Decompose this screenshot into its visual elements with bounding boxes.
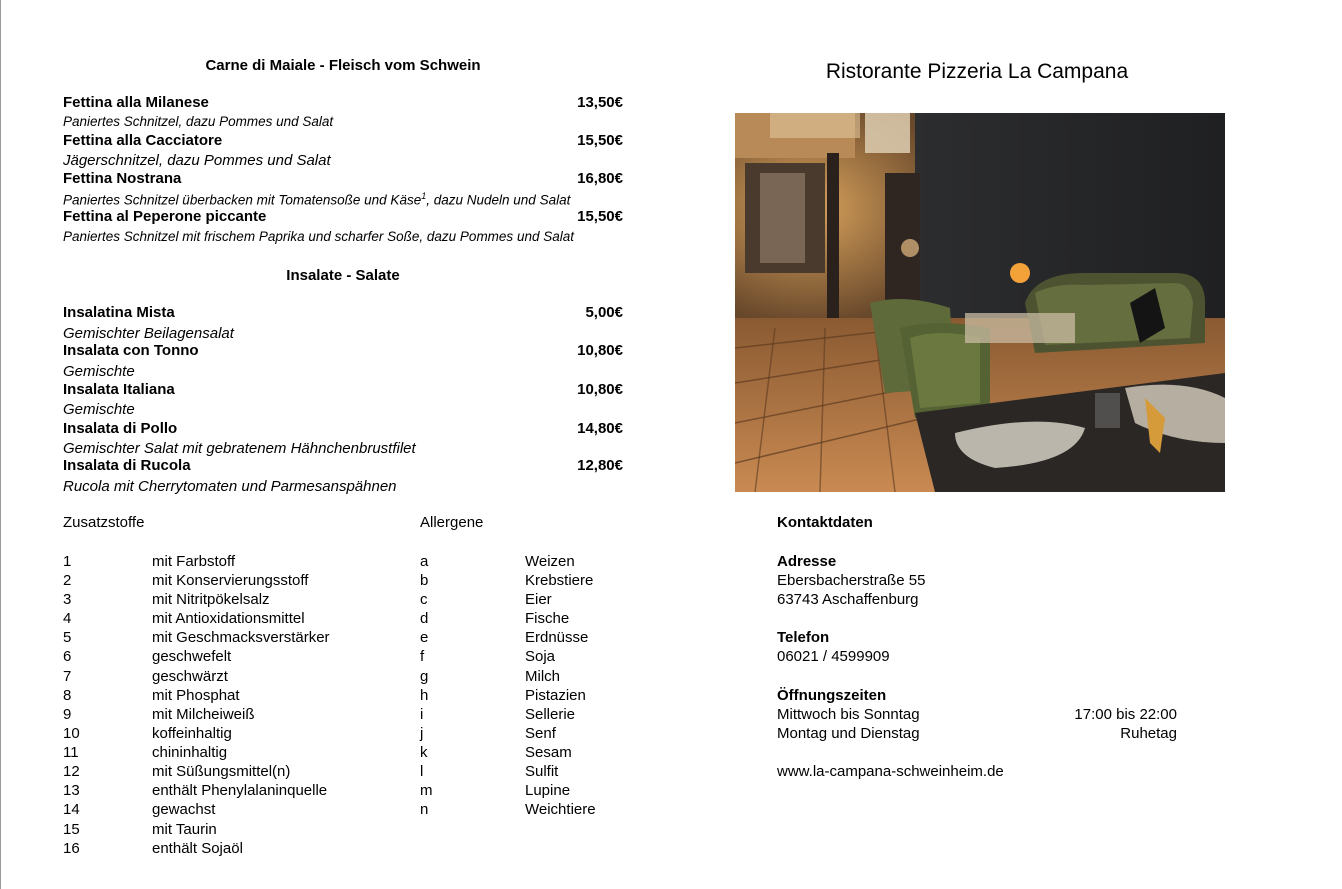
additive-label: enthält Sojaöl <box>152 840 243 857</box>
dish-price: 10,80€ <box>577 342 623 359</box>
legend-row <box>63 572 663 591</box>
dish-description: Paniertes Schnitzel mit frischem Paprika und scharfer Soße, dazu Pommes und Salat <box>63 229 574 244</box>
allergen-code: a <box>420 553 429 570</box>
dish-name: Fettina al Peperone piccante <box>63 208 267 225</box>
legend-row <box>63 840 663 859</box>
hours-heading: Öffnungszeiten <box>777 687 887 704</box>
legend-row <box>63 591 663 610</box>
dish-description-text: Paniertes Schnitzel überbacken mit Tomatensoße und Käse <box>63 192 422 208</box>
allergen-label: Weichtiere <box>525 801 596 818</box>
legend-row <box>63 706 663 725</box>
dish-price: 10,80€ <box>577 381 623 398</box>
allergen-code: e <box>420 629 429 646</box>
additive-number: 7 <box>63 668 72 685</box>
dish-name: Fettina alla Milanese <box>63 94 209 111</box>
dish-name: Insalata con Tonno <box>63 342 199 359</box>
allergen-code: k <box>420 744 428 761</box>
hours-time: 17:00 bis 22:00 <box>1074 706 1177 723</box>
additive-label: chininhaltig <box>152 744 228 761</box>
dish-description: Gemischter Salat mit gebratenem Hähnchenbrustfilet <box>63 440 416 457</box>
allergen-label: Milch <box>525 668 561 685</box>
restaurant-interior-photo <box>735 113 1225 492</box>
allergen-label: Eier <box>525 591 552 608</box>
additive-label: mit Süßungsmittel(n) <box>152 763 291 780</box>
allergen-code: n <box>420 801 429 818</box>
allergen-code: j <box>420 725 424 742</box>
dish-price: 16,80€ <box>577 170 623 187</box>
dish-price: 14,80€ <box>577 420 623 437</box>
additive-number: 10 <box>63 725 80 742</box>
hours-days: Mittwoch bis Sonntag <box>777 706 920 723</box>
additive-number: 2 <box>63 572 72 589</box>
allergen-code: l <box>420 763 424 780</box>
additive-label: mit Antioxidationsmittel <box>152 610 305 627</box>
additive-label: mit Phosphat <box>152 687 240 704</box>
page-edge <box>0 0 1 889</box>
additive-number: 6 <box>63 648 72 665</box>
phone-heading: Telefon <box>777 629 830 646</box>
additive-number: 4 <box>63 610 72 627</box>
dish-description: Gemischter Beilagensalat <box>63 325 234 342</box>
allergen-label: Krebstiere <box>525 572 594 589</box>
hours-days: Montag und Dienstag <box>777 725 920 742</box>
allergen-code: f <box>420 648 425 665</box>
additive-number: 13 <box>63 782 80 799</box>
additives-header: Zusatzstoffe <box>63 514 145 531</box>
dish-price: 12,80€ <box>577 457 623 474</box>
dish-description: Gemischte <box>63 363 135 380</box>
additive-number: 1 <box>63 553 72 570</box>
legend-row <box>63 801 663 820</box>
allergen-code: i <box>420 706 424 723</box>
legend-row <box>63 763 663 782</box>
legend-row <box>63 610 663 629</box>
additive-number: 12 <box>63 763 80 780</box>
dish-description: Paniertes Schnitzel, dazu Pommes und Salat <box>63 114 334 129</box>
legend-row <box>63 629 663 648</box>
contact-heading: Kontaktdaten <box>777 514 873 531</box>
footnote-marker: 1 <box>421 191 427 201</box>
restaurant-title: Ristorante Pizzeria La Campana <box>825 60 1129 83</box>
allergen-label: Sellerie <box>525 706 576 723</box>
additive-number: 8 <box>63 687 72 704</box>
dish-name: Fettina alla Cacciatore <box>63 132 223 149</box>
address-heading: Adresse <box>777 553 837 570</box>
additive-label: enthält Phenylalaninquelle <box>152 782 328 799</box>
dish-name: Insalata di Pollo <box>63 420 178 437</box>
additive-number: 3 <box>63 591 72 608</box>
allergen-label: Soja <box>525 648 556 665</box>
dish-name: Insalata Italiana <box>63 381 175 398</box>
section-title-salads: Insalate - Salate <box>286 267 400 284</box>
dish-name: Insalata di Rucola <box>63 457 191 474</box>
allergen-code: c <box>420 591 428 608</box>
dish-price: 5,00€ <box>585 304 623 321</box>
legend-row <box>63 668 663 687</box>
allergens-header: Allergene <box>420 514 484 531</box>
dish-description-text: , dazu Nudeln und Salat <box>426 192 571 208</box>
dish-description: Jägerschnitzel, dazu Pommes und Salat <box>63 152 331 169</box>
dish-name: Insalatina Mista <box>63 304 175 321</box>
legend-row <box>63 782 663 801</box>
section-title-pork: Carne di Maiale - Fleisch vom Schwein <box>205 57 481 74</box>
dish-description <box>63 191 570 208</box>
allergen-code: b <box>420 572 429 589</box>
additive-number: 16 <box>63 840 80 857</box>
additive-label: mit Farbstoff <box>152 553 236 570</box>
additive-label: mit Milcheiweiß <box>152 706 255 723</box>
legend-row <box>63 553 663 572</box>
additive-label: geschwefelt <box>152 648 232 665</box>
allergen-code: g <box>420 668 429 685</box>
dish-price: 15,50€ <box>577 208 623 225</box>
legend-row <box>63 648 663 667</box>
address-street: Ebersbacherstraße 55 <box>777 572 926 589</box>
allergen-label: Fische <box>525 610 570 627</box>
legend-row <box>63 821 663 840</box>
additive-number: 14 <box>63 801 80 818</box>
dish-description: Rucola mit Cherrytomaten und Parmesanspähnen <box>63 478 397 495</box>
allergen-label: Pistazien <box>525 687 586 704</box>
additive-label: geschwärzt <box>152 668 228 685</box>
allergen-label: Sulfit <box>525 763 559 780</box>
allergen-code: h <box>420 687 429 704</box>
hours-time: Ruhetag <box>1120 725 1177 742</box>
allergen-label: Sesam <box>525 744 572 761</box>
allergen-code: m <box>420 782 433 799</box>
dish-price: 13,50€ <box>577 94 623 111</box>
additive-label: koffeinhaltig <box>152 725 232 742</box>
phone-number: 06021 / 4599909 <box>777 648 890 665</box>
dish-price: 15,50€ <box>577 132 623 149</box>
allergen-label: Senf <box>525 725 556 742</box>
additive-label: mit Konservierungsstoff <box>152 572 309 589</box>
allergen-label: Weizen <box>525 553 575 570</box>
website-link[interactable]: www.la-campana-schweinheim.de <box>777 763 1004 780</box>
additive-label: mit Geschmacksverstärker <box>152 629 330 646</box>
legend-row <box>63 744 663 763</box>
additive-label: gewachst <box>152 801 216 818</box>
dish-name: Fettina Nostrana <box>63 170 182 187</box>
legend-row <box>63 725 663 744</box>
additive-label: mit Taurin <box>152 821 217 838</box>
dish-description: Gemischte <box>63 401 135 418</box>
additive-label: mit Nitritpökelsalz <box>152 591 270 608</box>
allergen-code: d <box>420 610 429 627</box>
additive-number: 5 <box>63 629 72 646</box>
address-city: 63743 Aschaffenburg <box>777 591 919 608</box>
additive-number: 15 <box>63 821 80 838</box>
additive-number: 11 <box>63 744 79 761</box>
allergen-label: Erdnüsse <box>525 629 589 646</box>
allergen-label: Lupine <box>525 782 571 799</box>
legend-row <box>63 687 663 706</box>
additive-number: 9 <box>63 706 72 723</box>
